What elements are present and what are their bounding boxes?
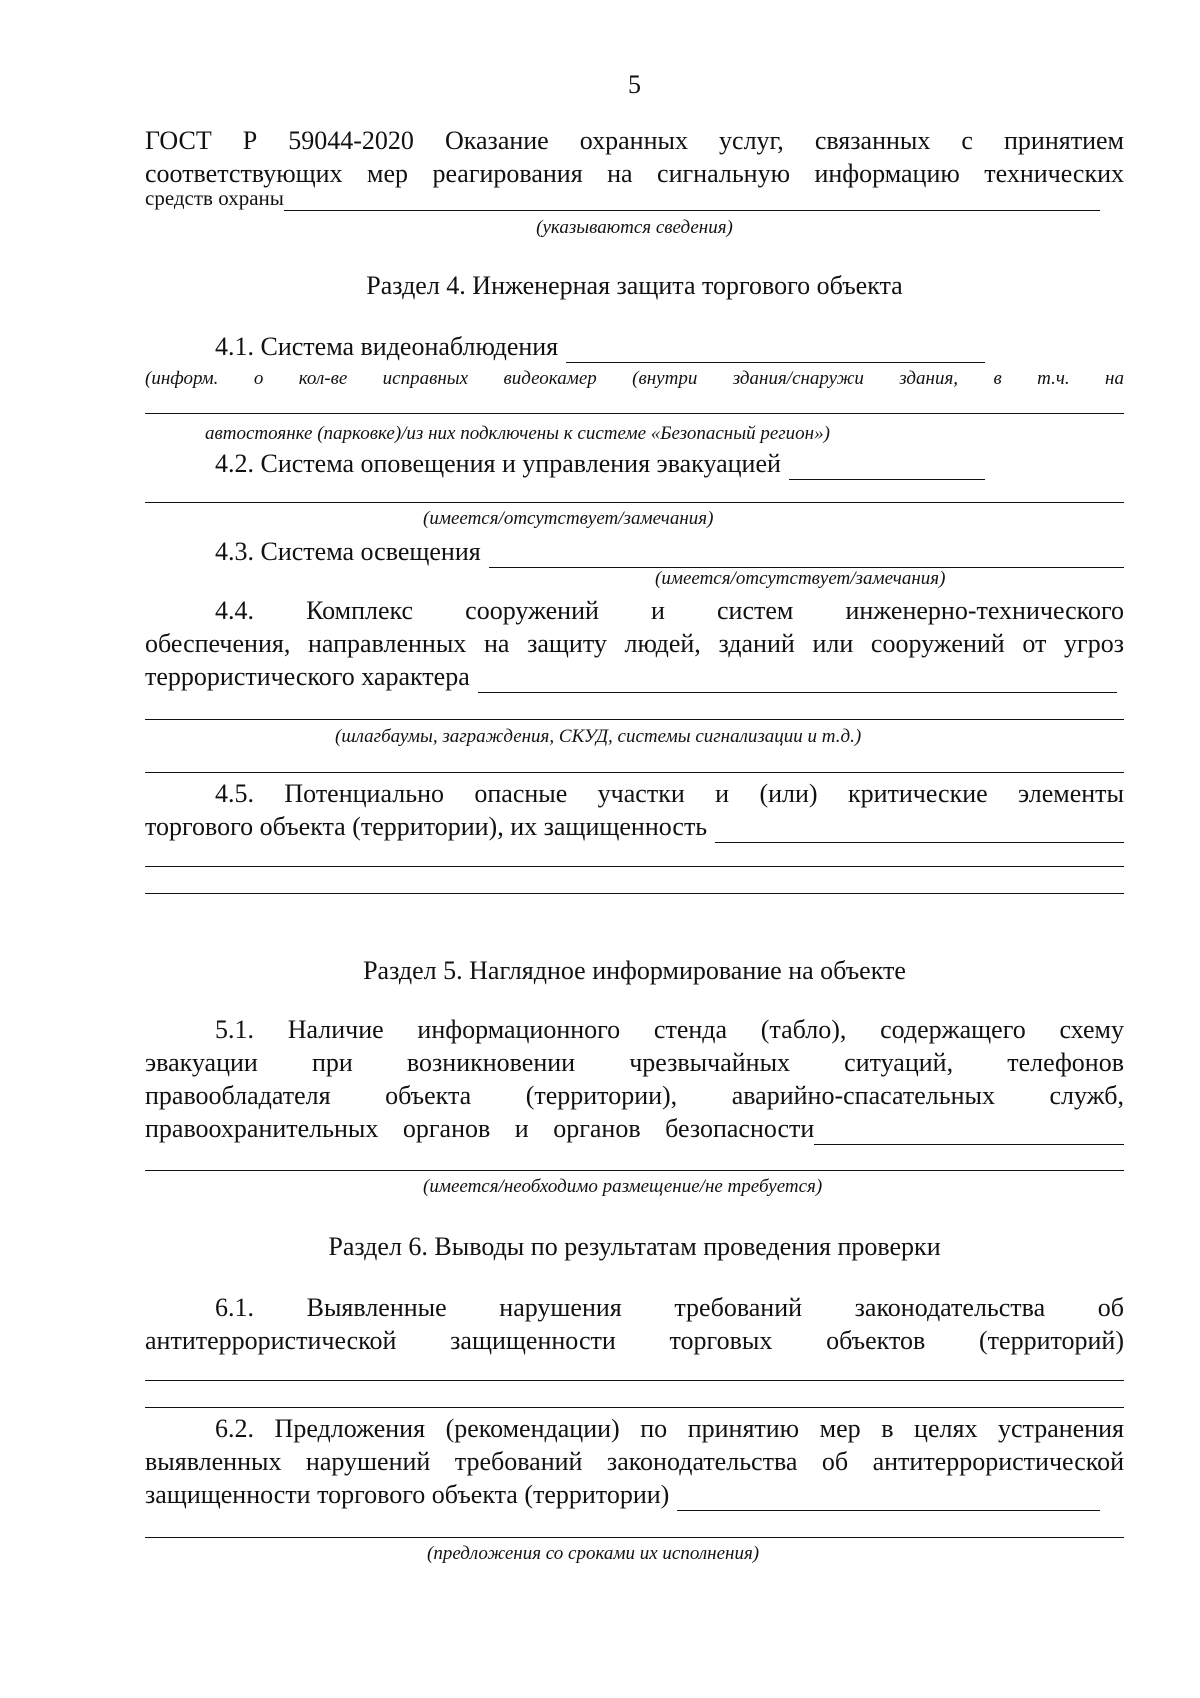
item-4-3-fill[interactable]	[489, 545, 1124, 568]
item-6-1-line-1: 6.1. Выявленные нарушения требований законодательства об	[215, 1293, 1124, 1322]
item-6-2-line-3	[145, 1478, 1100, 1511]
item-4-3	[145, 535, 1124, 568]
item-4-4-line-3	[145, 660, 1117, 693]
item-6-2-line-2: выявленных нарушений требований законодательства об антитеррористической	[145, 1447, 1124, 1476]
item-4-1	[145, 330, 985, 363]
section5-heading: Раздел 5. Наглядное информирование на объекте	[363, 956, 906, 985]
item-5-1-line-2: эвакуации при возникновении чрезвычайных ситуаций, телефонов	[145, 1048, 1124, 1077]
item-4-4-fill[interactable]	[478, 670, 1117, 693]
section6-heading: Раздел 6. Выводы по результатам проведения проверки	[328, 1232, 941, 1261]
item-5-1-line-4	[145, 1112, 1124, 1145]
item-5-1-fill-2[interactable]	[145, 1170, 1124, 1171]
item-4-4-hint: (шлагбаумы, заграждения, СКУД, системы сигнализации и т.д.)	[335, 726, 862, 747]
item-4-2-fill-2[interactable]	[145, 502, 1124, 503]
intro-line-3	[145, 186, 1100, 211]
item-6-1-line-2: антитеррористической защищенности торговых объектов (территорий)	[145, 1326, 1124, 1355]
item-4-5-line-2-text: торгового объекта (территории), их защищенность	[145, 812, 708, 841]
intro-line-2: соответствующих мер реагирования на сигнальную информацию технических	[145, 159, 1124, 188]
item-4-2	[145, 447, 985, 480]
item-4-1-hint-b: автостоянке (парковке)/из них подключены к системе «Безопасный регион»)	[205, 423, 830, 444]
item-4-1-fill-2[interactable]	[145, 413, 1124, 414]
section4-heading: Раздел 4. Инженерная защита торгового объекта	[366, 271, 903, 300]
item-6-2-line-1: 6.2. Предложения (рекомендации) по принятию мер в целях устранения	[215, 1414, 1124, 1443]
item-4-3-hint: (имеется/отсутствует/замечания)	[655, 568, 946, 589]
item-6-2-fill-2[interactable]	[145, 1537, 1124, 1538]
item-4-5-fill-3[interactable]	[145, 893, 1124, 894]
intro-line-3-text: средств охраны	[145, 186, 284, 210]
item-5-1-hint: (имеется/необходимо размещение/не требуется)	[423, 1176, 823, 1197]
item-4-4-line-1: 4.4. Комплекс сооружений и систем инженерно-технического	[215, 596, 1124, 625]
item-6-2-hint: (предложения со сроками их исполнения)	[427, 1543, 760, 1564]
item-6-1-fill-1[interactable]	[145, 1380, 1124, 1381]
intro-line-1: ГОСТ Р 59044-2020 Оказание охранных услуг, связанных с принятием	[145, 126, 1124, 155]
document-page	[145, 0, 1124, 1698]
item-5-1-line-3: правообладателя объекта (территории), аварийно-спасательных служб,	[145, 1081, 1124, 1110]
item-4-5-fill[interactable]	[715, 820, 1124, 843]
item-4-2-fill[interactable]	[789, 457, 985, 480]
intro-hint: (указываются сведения)	[536, 217, 733, 238]
item-4-3-label: 4.3. Система освещения	[215, 537, 481, 566]
item-5-1-fill[interactable]	[814, 1122, 1124, 1145]
item-4-5-line-2	[145, 810, 1124, 843]
item-4-1-hint-a: (информ. о кол-ве исправных видеокамер (внутри здания/снаружи здания, в т.ч. на	[145, 368, 1124, 389]
item-4-4-line-3-text: террористического характера	[145, 662, 470, 691]
item-5-1-line-1: 5.1. Наличие информационного стенда (табло), содержащего схему	[215, 1015, 1124, 1044]
intro-fill-line[interactable]	[284, 188, 1100, 211]
item-4-4-fill-3[interactable]	[145, 772, 1124, 773]
item-4-4-line-2: обеспечения, направленных на защиту людей, зданий или сооружений от угроз	[145, 629, 1124, 658]
item-4-5-fill-2[interactable]	[145, 866, 1124, 867]
item-6-2-line-3-text: защищенности торгового объекта (территории)	[145, 1480, 670, 1509]
item-4-1-label: 4.1. Система видеонаблюдения	[215, 332, 559, 361]
item-6-2-fill[interactable]	[677, 1488, 1100, 1511]
item-4-2-hint: (имеется/отсутствует/замечания)	[423, 508, 714, 529]
item-4-1-fill[interactable]	[566, 340, 985, 363]
item-4-4-fill-2[interactable]	[145, 719, 1124, 720]
page-number: 5	[628, 70, 641, 99]
item-4-5-line-1: 4.5. Потенциально опасные участки и (или) критические элементы	[215, 779, 1124, 808]
item-4-2-label: 4.2. Система оповещения и управления эвакуацией	[215, 449, 781, 478]
item-5-1-line-4-text: правоохранительных органов и органов безопасности	[145, 1114, 815, 1143]
item-6-1-fill-2[interactable]	[145, 1407, 1124, 1408]
